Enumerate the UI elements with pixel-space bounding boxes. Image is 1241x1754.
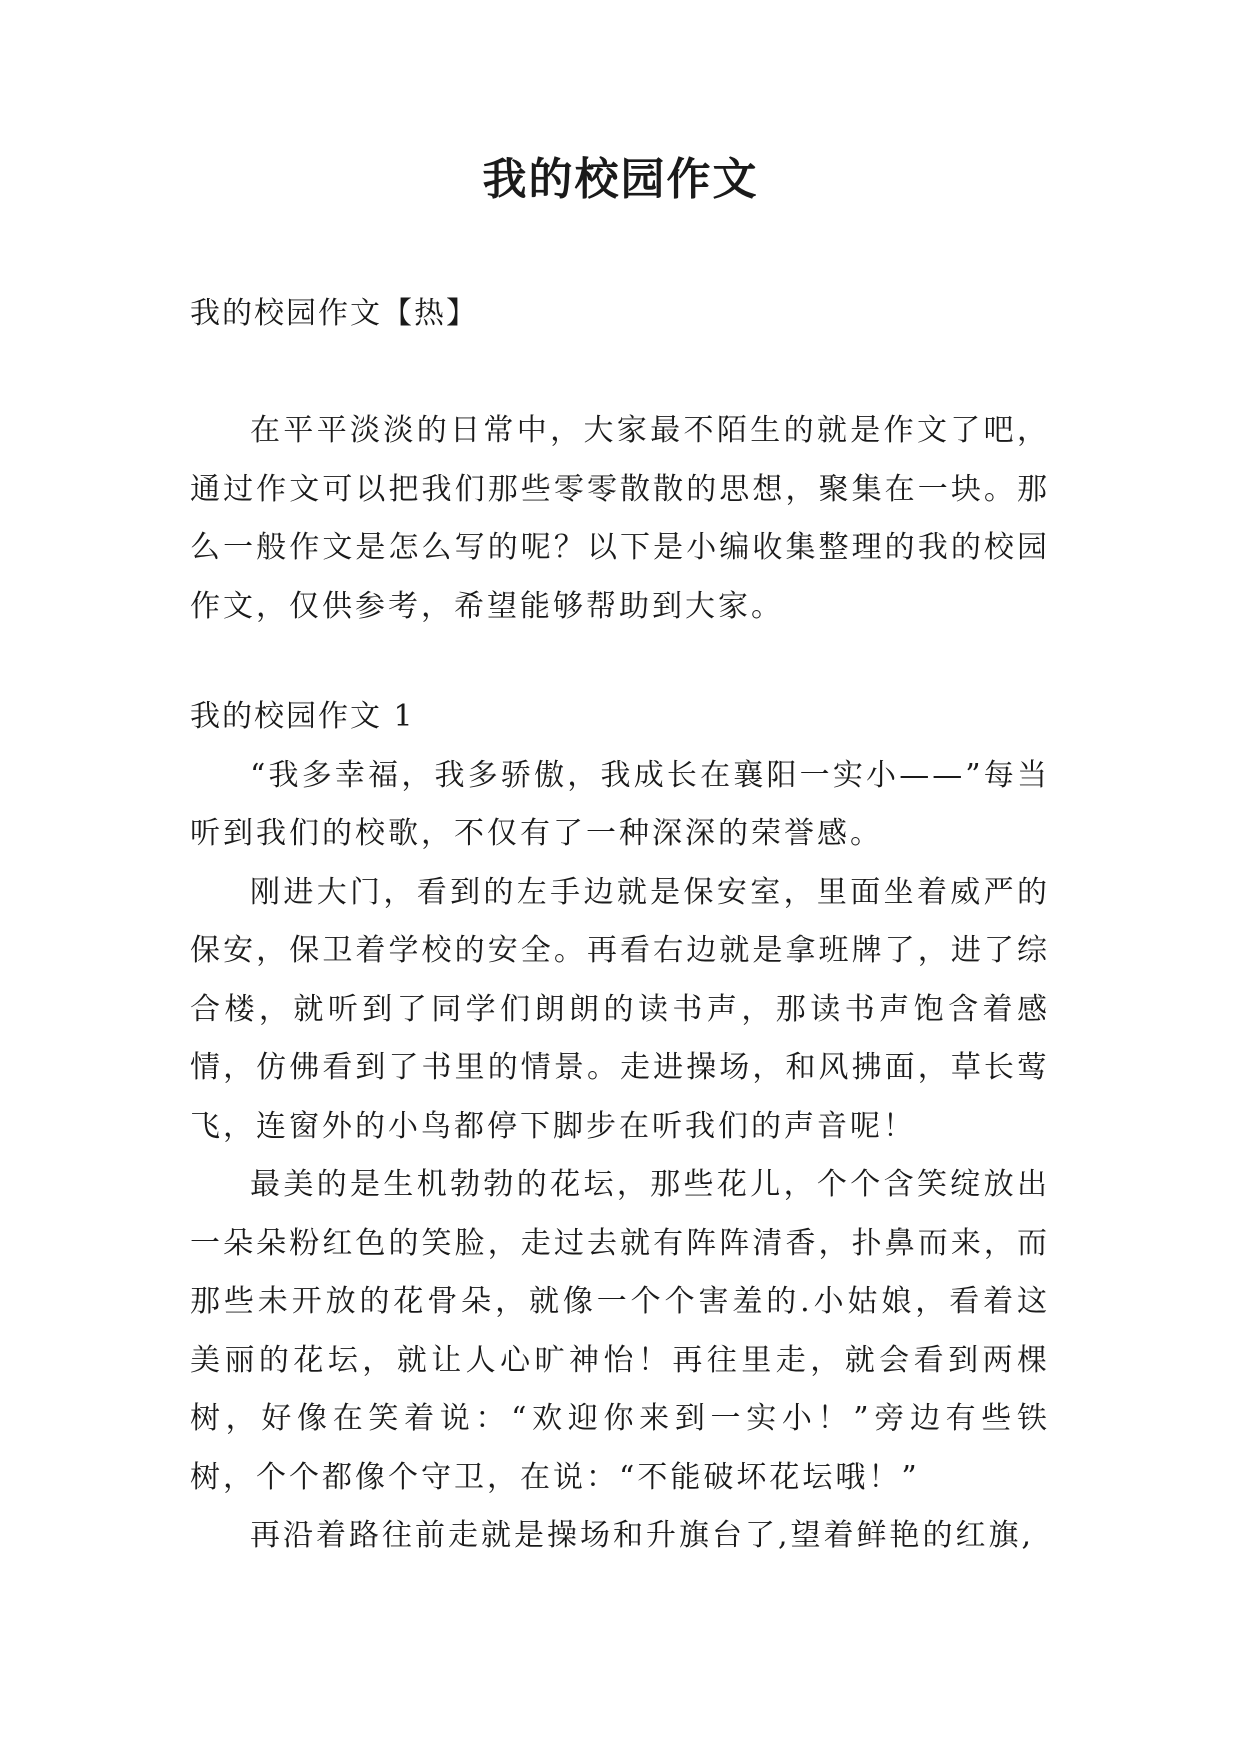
document-subtitle: 我的校园作文【热】 (190, 296, 478, 331)
intro-section (190, 402, 1050, 636)
document-title: 我的校园作文 (482, 154, 759, 205)
essay-paragraph: “我多幸福，我多骄傲，我成长在襄阳一实小——”每当听到我们的校歌，不仅有了一种深深的荣誉感。 (190, 757, 1050, 851)
essay-section (190, 688, 1050, 1566)
essay-paragraph: 刚进大门，看到的左手边就是保安室，里面坐着威严的保安，保卫着学校的安全。再看右边就是拿班牌了，进了综合楼，就听到了同学们朗朗的读书声，那读书声饱含着感情，仿佛看到了书里的情景。走进操场，和风拂面，草长莺飞，连窗外的小鸟都停下脚步在听我们的声音呢！ (190, 874, 1050, 1144)
essay-paragraph: 最美的是生机勃勃的花坛，那些花儿，个个含笑绽放出一朵朵粉红色的笑脸，走过去就有阵阵清香，扑鼻而来，而那些未开放的花骨朵，就像一个个害羞的.小姑娘，看着这美丽的花坛，就让人心旷神怡！再往里走，就会看到两棵树，好像在笑着说：“欢迎你来到一实小！”旁边有些铁树，个个都像个守卫，在说：“不能破坏花坛哦！” (190, 1167, 1050, 1495)
essay-heading: 我的校园作文 1 (190, 699, 415, 734)
essay-paragraph: 再沿着路往前走就是操场和升旗台了,望着鲜艳的红旗, (250, 1518, 1035, 1553)
intro-paragraph: 在平平淡淡的日常中，大家最不陌生的就是作文了吧，通过作文可以把我们那些零零散散的思想，聚集在一块。那么一般作文是怎么写的呢？以下是小编收集整理的我的校园作文，仅供参考，希望能够帮助到大家。 (190, 413, 1050, 624)
